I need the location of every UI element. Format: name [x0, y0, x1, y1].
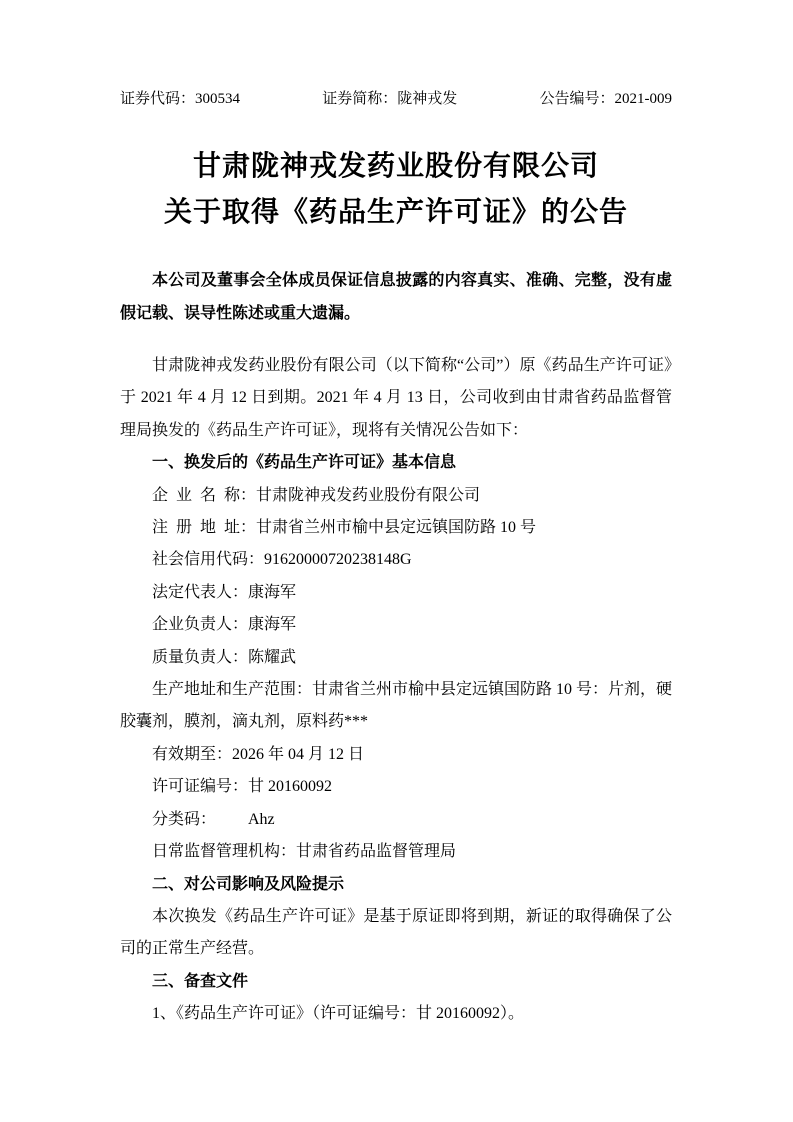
section-3-heading: 三、备查文件	[152, 972, 249, 990]
document-header	[120, 88, 672, 110]
production-scope-line: 生产地址和生产范围：甘肃省兰州市榆中县定远镇国防路 10 号：片剂，硬胶囊剂，膜剂，滴丸剂，原料药***	[120, 681, 673, 731]
registered-address-line: 注 册 地 址：甘肃省兰州市榆中县定远镇国防路 10 号	[152, 519, 537, 537]
credit-code-line: 社会信用代码：91620000720238148G	[152, 551, 412, 569]
regulator-line: 日常监督管理机构：甘肃省药品监督管理局	[152, 843, 457, 861]
document-title	[120, 144, 672, 236]
document-body	[120, 350, 672, 1031]
class-code-line: 分类码： Ahz	[152, 810, 275, 828]
title-company-name: 甘肃陇神戎发药业股份有限公司	[192, 151, 599, 182]
intro-paragraph: 甘肃陇神戎发药业股份有限公司（以下简称“公司”）原《药品生产许可证》于 2021 年 4 月 12 日到期。2021 年 4 月 13 日，公司收到由甘肃省药品监督管理局换发的《药品生产许可证》，现将有关情况公告如下：	[120, 357, 672, 439]
license-number-line: 许可证编号：甘 20160092	[152, 778, 333, 796]
title-subject: 关于取得《药品生产许可证》的公告	[163, 197, 628, 228]
company-name-line: 企 业 名 称：甘肃陇神戎发药业股份有限公司	[152, 486, 481, 504]
board-statement: 本公司及董事会全体成员保证信息披露的内容真实、准确、完整，没有虚假记载、误导性陈述或重大遗漏。	[120, 272, 672, 322]
announcement-number: 公告编号：2021-009	[539, 91, 672, 107]
quality-principal-line: 质量负责人：陈耀武	[152, 648, 297, 666]
stock-abbreviation: 证券简称：陇神戎发	[322, 91, 458, 107]
validity-date-line: 有效期至：2026 年 04 月 12 日	[152, 745, 365, 763]
reference-document-item: 1、《药品生产许可证》（许可证编号：甘 20160092）。	[152, 1005, 525, 1023]
impact-paragraph: 本次换发《药品生产许可证》是基于原证即将到期，新证的取得确保了公司的正常生产经营。	[120, 907, 672, 958]
stock-code: 证券代码：300534	[120, 91, 241, 107]
section-2-heading: 二、对公司影响及风险提示	[152, 875, 345, 893]
company-principal-line: 企业负责人：康海军	[152, 616, 297, 634]
section-1-heading: 一、换发后的《药品生产许可证》基本信息	[152, 454, 457, 472]
legal-representative-line: 法定代表人：康海军	[152, 583, 297, 601]
